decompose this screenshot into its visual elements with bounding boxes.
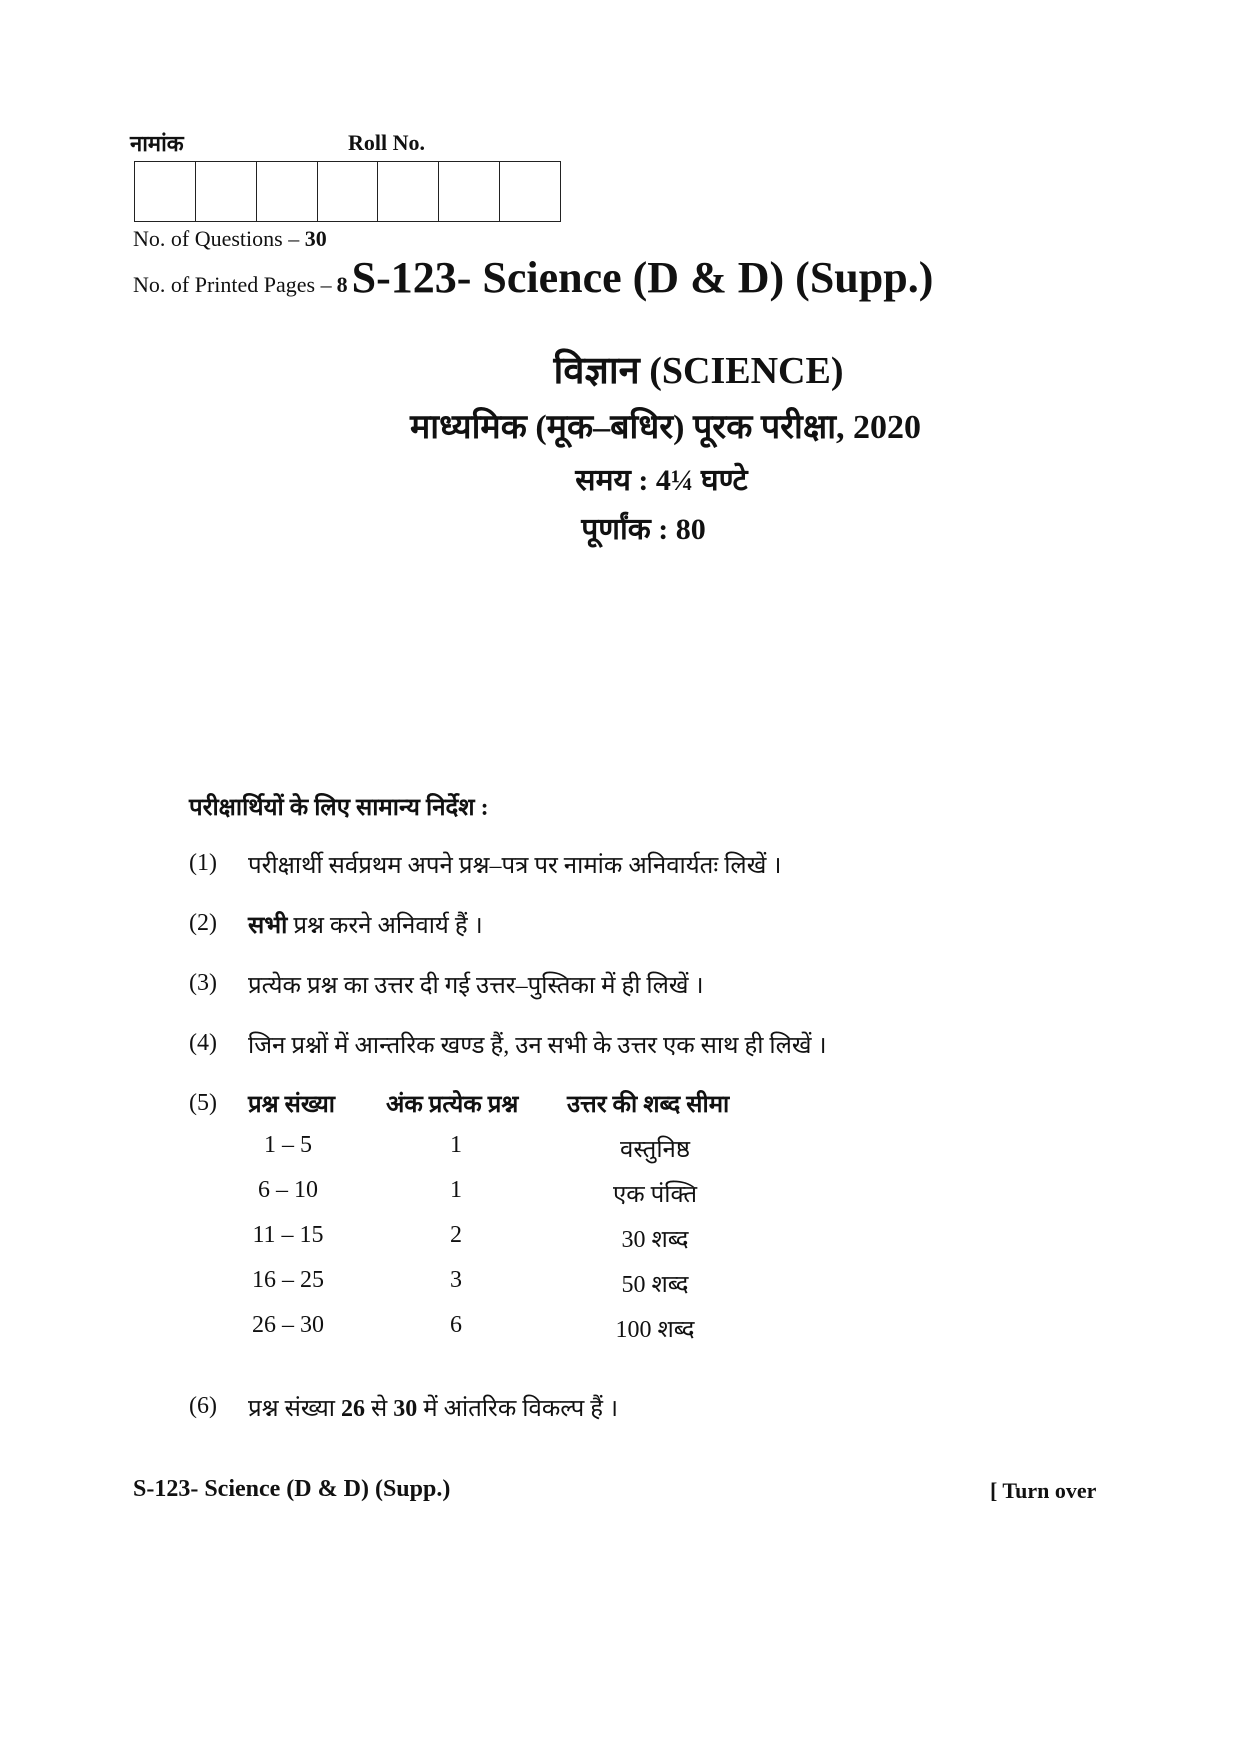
turn-over-label: [ Turn over [990,1478,1097,1503]
table-cell-marks: 6 [450,1312,462,1338]
num-questions-value: 30 [304,226,327,251]
instruction-text: परीक्षार्थी सर्वप्रथम अपने प्रश्न–पत्र पर नामांक अनिवार्यतः लिखें । [248,853,782,879]
pages-and-code [133,252,933,303]
question-number-start: 26 [341,1396,366,1422]
emphasis-all: सभी [248,913,288,939]
instruction-number: (1) [189,850,217,876]
table-cell-range: 6 – 10 [258,1177,318,1203]
instruction-number: (4) [189,1030,217,1056]
roll-digit-box[interactable] [257,162,318,221]
table-cell-limit: 50 शब्द [621,1272,689,1298]
table-header-question-no: प्रश्न संख्या [248,1092,336,1118]
instruction-text-part: से [365,1396,394,1422]
exam-title: माध्यमिक (मूक–बधिर) पूरक परीक्षा, 2020 [409,409,922,446]
instruction-text: जिन प्रश्नों में आन्तरिक खण्ड हैं, उन सभी के उत्तर एक साथ ही लिखें । [248,1033,827,1059]
footer-paper-code: S-123- Science (D & D) (Supp.) [133,1476,451,1502]
roll-digit-box[interactable] [439,162,500,221]
question-number-end: 30 [393,1396,418,1422]
roll-no-label: Roll No. [348,130,425,155]
table-cell-range: 26 – 30 [252,1312,324,1338]
num-pages-value: 8 [336,272,348,297]
table-cell-range: 1 – 5 [264,1132,312,1158]
num-pages-label: No. of Printed Pages – [133,272,332,297]
max-marks: पूर्णांक : 80 [581,513,706,546]
table-cell-limit: 30 शब्द [621,1227,689,1253]
table-cell-marks: 1 [450,1177,462,1203]
table-cell-range: 11 – 15 [252,1222,324,1248]
instruction-text [248,1391,618,1424]
roll-digit-box[interactable] [378,162,439,221]
instruction-number: (2) [189,910,217,936]
table-cell-marks: 1 [450,1132,462,1158]
roll-digit-box[interactable] [500,162,560,221]
table-cell-marks: 3 [450,1267,462,1293]
instruction-number: (5) [189,1090,217,1116]
table-cell-limit: 100 शब्द [615,1317,695,1343]
table-header-word-limit: उत्तर की शब्द सीमा [567,1092,730,1118]
num-questions [133,226,327,252]
instruction-number: (3) [189,970,217,996]
roll-digit-box[interactable] [135,162,196,221]
table-cell-limit: एक पंक्ति [612,1182,698,1208]
roll-digit-box[interactable] [318,162,379,221]
instruction-number: (6) [189,1393,217,1419]
exam-time: समय : 4¼ घण्टे [575,464,748,497]
subject-title: विज्ञान (SCIENCE) [553,350,844,392]
table-cell-limit: वस्तुनिष्ठ [619,1137,691,1163]
namank-label: नामांक [130,131,184,156]
table-cell-marks: 2 [450,1222,462,1248]
paper-code: S-123- Science (D & D) (Supp.) [351,253,934,302]
roll-number-boxes[interactable] [134,161,561,222]
num-questions-label: No. of Questions – [133,226,300,251]
instruction-text [248,908,483,941]
instruction-text: प्रत्येक प्रश्न का उत्तर दी गई उत्तर–पुस्तिका में ही लिखें । [248,973,704,999]
table-cell-range: 16 – 25 [252,1267,324,1293]
instruction-text-part: प्रश्न संख्या [248,1396,342,1422]
table-header-marks: अंक प्रत्येक प्रश्न [386,1092,519,1118]
instructions-heading: परीक्षार्थियों के लिए सामान्य निर्देश : [189,795,489,821]
roll-digit-box[interactable] [196,162,257,221]
instruction-text-part: में आंतरिक विकल्प हैं । [417,1396,619,1422]
instruction-text-rest: प्रश्न करने अनिवार्य हैं । [287,913,483,939]
